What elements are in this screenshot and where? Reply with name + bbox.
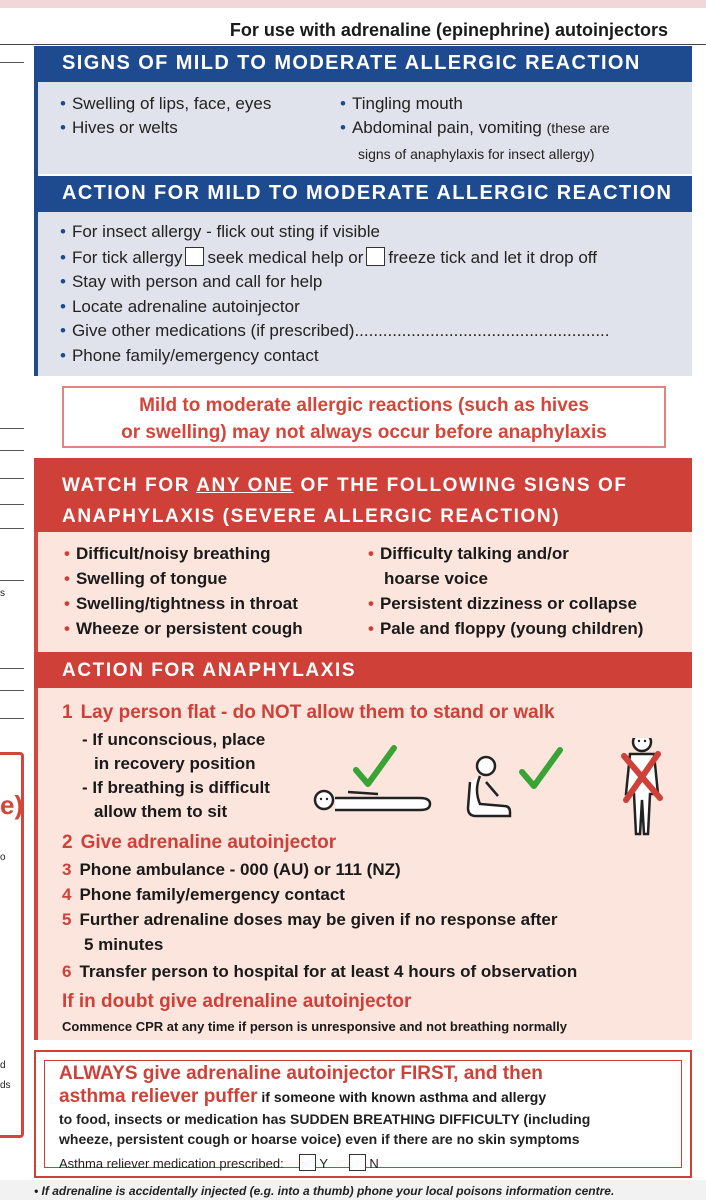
- step-6: 6 Transfer person to hospital for at least 4 hours of observation: [62, 962, 578, 981]
- margin-glyph: d: [0, 1060, 6, 1071]
- asthma-line: ALWAYS give adrenaline autoinjector FIRST, and then: [59, 1063, 543, 1084]
- sitting-person-icon: [468, 757, 510, 816]
- top-strip: [0, 0, 706, 8]
- margin-rule: [0, 450, 24, 451]
- check-icon: [522, 750, 560, 786]
- page-header: [0, 14, 706, 44]
- step-2: 2 Give adrenaline autoinjector: [62, 832, 337, 853]
- anaphylaxis-panel: [38, 688, 692, 1040]
- step-5: 5 Further adrenaline doses may be given if no response after: [62, 910, 558, 929]
- mild-actions-heading: ACTION FOR MILD TO MODERATE ALLERGIC REACTION: [34, 176, 692, 212]
- list-item: • Give other medications (if prescribed)......................................................: [60, 321, 610, 340]
- checkbox[interactable]: [185, 247, 204, 266]
- sub-step: allow them to sit: [94, 802, 228, 821]
- list-item: • Pale and floppy (young children): [368, 619, 644, 638]
- mild-actions-panel: [38, 212, 692, 376]
- list-item: • Swelling of lips, face, eyes: [60, 94, 272, 113]
- margin-rule: [0, 428, 24, 429]
- sub-step: - If breathing is difficult: [82, 778, 270, 797]
- asthma-box: [34, 1050, 692, 1178]
- watch-heading: WATCH FOR ANY ONE OF THE FOLLOWING SIGNS OF ANAPHYLAXIS (SEVERE ALLERGIC REACTION): [34, 458, 692, 532]
- margin-rule: [0, 668, 24, 669]
- page-title: For use with adrenaline (epinephrine) autoinjectors: [229, 20, 668, 40]
- margin-rule: [0, 580, 24, 581]
- margin-glyph: s: [0, 588, 5, 599]
- margin-rule: [0, 690, 24, 691]
- asthma-prescribed: Asthma reliever medication prescribed: Y N: [59, 1156, 379, 1171]
- left-margin: [0, 0, 34, 1200]
- asthma-line: asthma reliever puffer if someone with known asthma and allergy: [59, 1086, 547, 1107]
- list-item: • Stay with person and call for help: [60, 272, 323, 291]
- header-rule: [0, 44, 706, 45]
- list-item: • Hives or welts: [60, 118, 178, 137]
- checkbox[interactable]: [366, 247, 385, 266]
- margin-rule: [0, 718, 24, 719]
- yes-checkbox[interactable]: [299, 1154, 316, 1171]
- margin-rule: [0, 504, 24, 505]
- anaphylaxis-heading: ACTION FOR ANAPHYLAXIS: [34, 652, 692, 688]
- step-1: 1 Lay person flat - do NOT allow them to stand or walk: [62, 702, 555, 723]
- watch-panel: [38, 532, 692, 652]
- asthma-box-inner: [44, 1060, 682, 1171]
- list-item: • Persistent dizziness or collapse: [368, 594, 637, 613]
- list-item: • Wheeze or persistent cough: [64, 619, 303, 638]
- notice-line: or swelling) may not always occur before anaphylaxis: [121, 422, 607, 443]
- sub-step: in recovery position: [94, 754, 256, 773]
- list-item-note: signs of anaphylaxis for insect allergy): [358, 146, 595, 162]
- list-item: • For tick allergy seek medical help or freeze tick and let it drop off: [60, 248, 597, 267]
- list-item: • Tingling mouth: [340, 94, 463, 113]
- margin-glyph: ds: [0, 1080, 11, 1091]
- cpr-line: Commence CPR at any time if person is unresponsive and not breathing normally: [62, 1019, 567, 1034]
- asthma-line: to food, insects or medication has SUDDEN BREATHING DIFFICULTY (including: [59, 1111, 591, 1127]
- footer-note: • If adrenaline is accidentally injected (e.g. into a thumb) phone your local poisons information centre.: [0, 1180, 706, 1200]
- notice-box: [62, 386, 666, 448]
- step-3: 3 Phone ambulance - 000 (AU) or 111 (NZ): [62, 860, 401, 879]
- position-illustrations: [308, 738, 688, 838]
- mild-signs-heading: SIGNS OF MILD TO MODERATE ALLERGIC REACTION: [34, 46, 692, 82]
- mild-signs-panel: [38, 82, 692, 174]
- margin-glyph: e): [0, 790, 24, 820]
- check-icon: [356, 748, 394, 784]
- lying-person-icon: [315, 791, 430, 810]
- list-item: • Swelling/tightness in throat: [64, 594, 298, 613]
- margin-rule: [0, 62, 24, 63]
- step-5-cont: 5 minutes: [84, 935, 164, 954]
- notice-line: Mild to moderate allergic reactions (such as hives: [139, 395, 589, 416]
- list-item: • Difficulty talking and/or: [368, 544, 569, 563]
- asthma-line: wheeze, persistent cough or hoarse voice) even if there are no skin symptoms: [59, 1131, 580, 1147]
- margin-rule: [0, 528, 24, 529]
- list-item: • Locate adrenaline autoinjector: [60, 297, 300, 316]
- no-checkbox[interactable]: [349, 1154, 366, 1171]
- step-4: 4 Phone family/emergency contact: [62, 885, 345, 904]
- list-item: hoarse voice: [384, 569, 488, 588]
- margin-glyph: o: [0, 852, 6, 863]
- list-item: • For insect allergy - flick out sting if visible: [60, 222, 380, 241]
- list-item: • Phone family/emergency contact: [60, 346, 319, 365]
- margin-rule: [0, 478, 24, 479]
- list-item: • Abdominal pain, vomiting (these are: [340, 118, 610, 137]
- doubt-line: If in doubt give adrenaline autoinjector: [62, 991, 412, 1012]
- list-item: • Swelling of tongue: [64, 569, 228, 588]
- list-item: • Difficult/noisy breathing: [64, 544, 271, 563]
- sub-step: - If unconscious, place: [82, 730, 266, 749]
